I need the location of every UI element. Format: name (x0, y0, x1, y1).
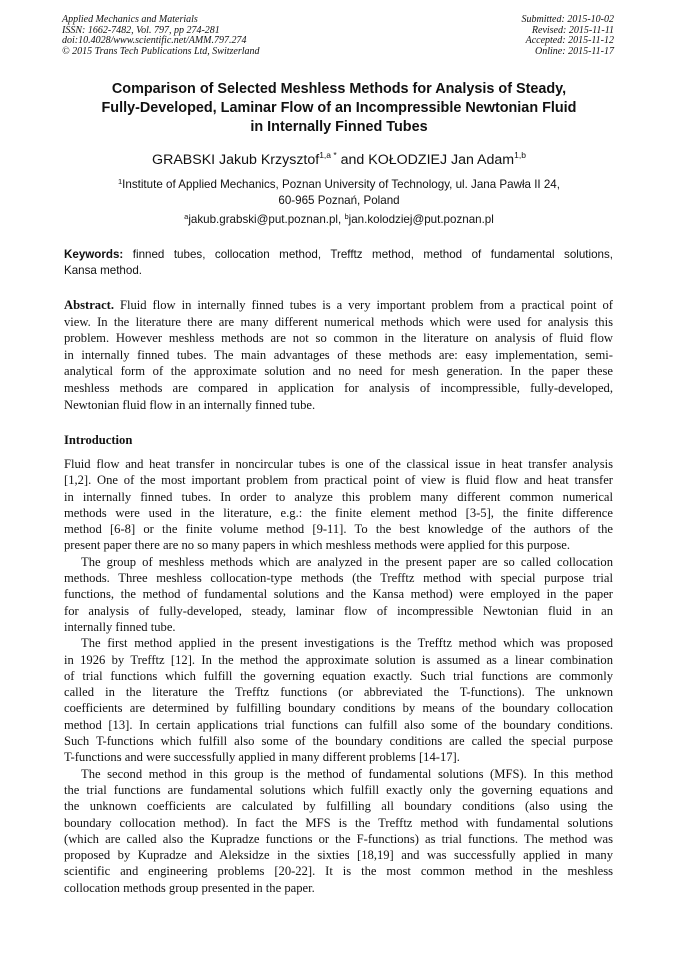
body-line: Such T-functions which fulfill also some of the boundary conditions are called the special purpose (64, 734, 613, 749)
issn-line: ISSN: 1662-7482, Vol. 797, pp 274-281 (62, 24, 220, 36)
body-line: the unknown coefficients are calculated by fulfilling all boundary conditions (also using the (64, 799, 613, 814)
journal-name: Applied Mechanics and Materials (62, 14, 198, 25)
body-line: internally finned tube. (64, 619, 176, 634)
body-line: collocation methods group presented in the paper. (64, 880, 315, 895)
email-link[interactable]: jan.kolodziej@put.poznan.pl (348, 213, 494, 226)
abstract-line: in internally finned tubes. The main advantages of these methods are: easy implementation, semi- (64, 347, 613, 362)
copyright-line: © 2015 Trans Tech Publications Ltd, Switzerland (62, 45, 260, 57)
title-line: in Internally Finned Tubes (250, 119, 428, 135)
body-line: present paper there are no so many papers in which meshless methods were applied for this purpose. (64, 538, 571, 553)
abstract-line: view. In the literature there are many different numerical methods which were used for analysis this (64, 314, 613, 329)
affiliation-superscript: 1 (118, 177, 123, 186)
keywords-block (64, 247, 613, 280)
email-superscript: b (344, 212, 349, 221)
body-line: T-functions and were successfully applied in many different problems [14-17]. (64, 750, 460, 765)
keywords-label: Keywords: (64, 248, 124, 261)
body-line: for analysis of fully-developed, steady, laminar flow of incompressible Newtonian fluid in an (64, 603, 613, 618)
body-line: the trial functions are fundamental solutions which fulfill exactly only the governing equations and (64, 782, 613, 797)
body-line: Fluid flow and heat transfer in noncircular tubes is one of the classical issue in heat transfer analysis (64, 457, 613, 471)
body-line: method [13]. In certain applications trial functions can fulfill also some of the boundary conditions. (64, 717, 613, 732)
body-line: of trial functions which fulfill the governing equation exactly. Such trial functions are commonly (64, 668, 613, 683)
abstract-line: meshless methods are compared in application for analysis of incompressible, fully-developed, (64, 380, 613, 395)
paper-title (40, 80, 638, 137)
journal-header-left (62, 15, 260, 57)
body-line: proposed by Kupradze and Aleksidze in the sixties [18,19] and was successfully applied in many (64, 848, 613, 863)
body-line: coefficients are determined by fulfilling boundary conditions by means of the boundary collocation (64, 701, 613, 716)
body-line: [1,2]. One of the most important problem from practical point of view is fluid flow and heat transfer (64, 473, 613, 488)
body-line: The group of meshless methods which are analyzed in the present paper are so called collocation (81, 554, 613, 569)
body-line: called in the literature the Trefftz functions (or abbreviated the T-functions). The unknown (64, 685, 613, 700)
section-heading: Introduction (64, 433, 133, 447)
body-line: The first method applied in the present investigations is the Trefftz method which was proposed (81, 636, 613, 651)
abstract-line: problem. However meshless methods are not so common in the literature on analysis of fluid flow (64, 331, 613, 346)
online-date: Online: 2015-11-17 (535, 45, 614, 57)
title-line: Fully-Developed, Laminar Flow of an Incompressible Newtonian Fluid (101, 100, 577, 116)
email-superscript: a (184, 212, 189, 221)
author-superscript: 1,b (514, 150, 526, 160)
body-line: methods. Three meshless collocation-type methods (the Trefftz method with special purpose trial (64, 571, 613, 586)
author-superscript: 1,a * (319, 150, 337, 160)
accepted-date: Accepted: 2015-11-12 (525, 35, 614, 46)
body-line: functions, the method of fundamental solutions and the Kansa method) were employed in the paper (64, 587, 613, 602)
email-link[interactable]: jakub.grabski@put.poznan.pl, (188, 213, 345, 226)
keywords-text: Kansa method. (64, 264, 142, 278)
body-line: in internally finned tubes. In order to analyze this problem many different common numerical (64, 489, 613, 504)
author-name: KOŁODZIEJ Jan Adam (368, 152, 515, 168)
body-line: scientific and engineering problems [20-22]. It is the most common method in the meshless (64, 864, 613, 879)
keywords-text: finned tubes, collocation method, Trefftz method, method of fundamental solutions, (123, 248, 613, 261)
doi-line: doi:10.4028/www.scientific.net/AMM.797.274 (62, 35, 247, 46)
abstract-line: Newtonian fluid flow in an internally finned tube. (64, 397, 316, 412)
body-line: The second method in this group is the method of fundamental solutions (MFS). In this method (81, 766, 613, 781)
introduction-body (64, 456, 613, 896)
author-emails (0, 212, 678, 227)
journal-header-right (522, 15, 615, 57)
abstract-line: analytical form of the approximate solution and no need for mesh generation. In the paper these (64, 364, 613, 379)
abstract-block (64, 297, 613, 413)
body-line: (which are called also the Kupradze functions or the F-functions) as trial functions. The method was (64, 831, 613, 846)
author-name: GRABSKI Jakub Krzysztof (152, 152, 320, 168)
affiliation-line: Institute of Applied Mechanics, Poznan University of Technology, ul. Jana Pawła II 24, (122, 178, 560, 191)
body-line: method [6-8] or the finite volume method [9-11]. To the best knowledge of the authors of the (64, 522, 613, 537)
affiliation (0, 177, 678, 208)
body-line: methods were used in the literature, e.g.: the finite element method [3-5], the finite difference (64, 505, 613, 520)
abstract-line: Fluid flow in internally finned tubes is a very important problem from a practical point of (114, 298, 613, 312)
author-conjunction: and (336, 152, 369, 168)
abstract-label: Abstract. (64, 298, 115, 312)
affiliation-line: 60-965 Poznań, Poland (278, 193, 400, 207)
title-line: Comparison of Selected Meshless Methods for Analysis of Steady, (111, 81, 567, 97)
author-list (0, 151, 678, 169)
body-line: boundary collocation method). In fact the MFS is the Trefftz method with fundamental solutions (64, 815, 613, 830)
revised-date: Revised: 2015-11-11 (531, 24, 614, 36)
submitted-date: Submitted: 2015-10-02 (521, 14, 614, 25)
body-line: in 1926 by Trefftz [12]. In the method the approximate solution is assumed as a linear combination (64, 652, 613, 667)
